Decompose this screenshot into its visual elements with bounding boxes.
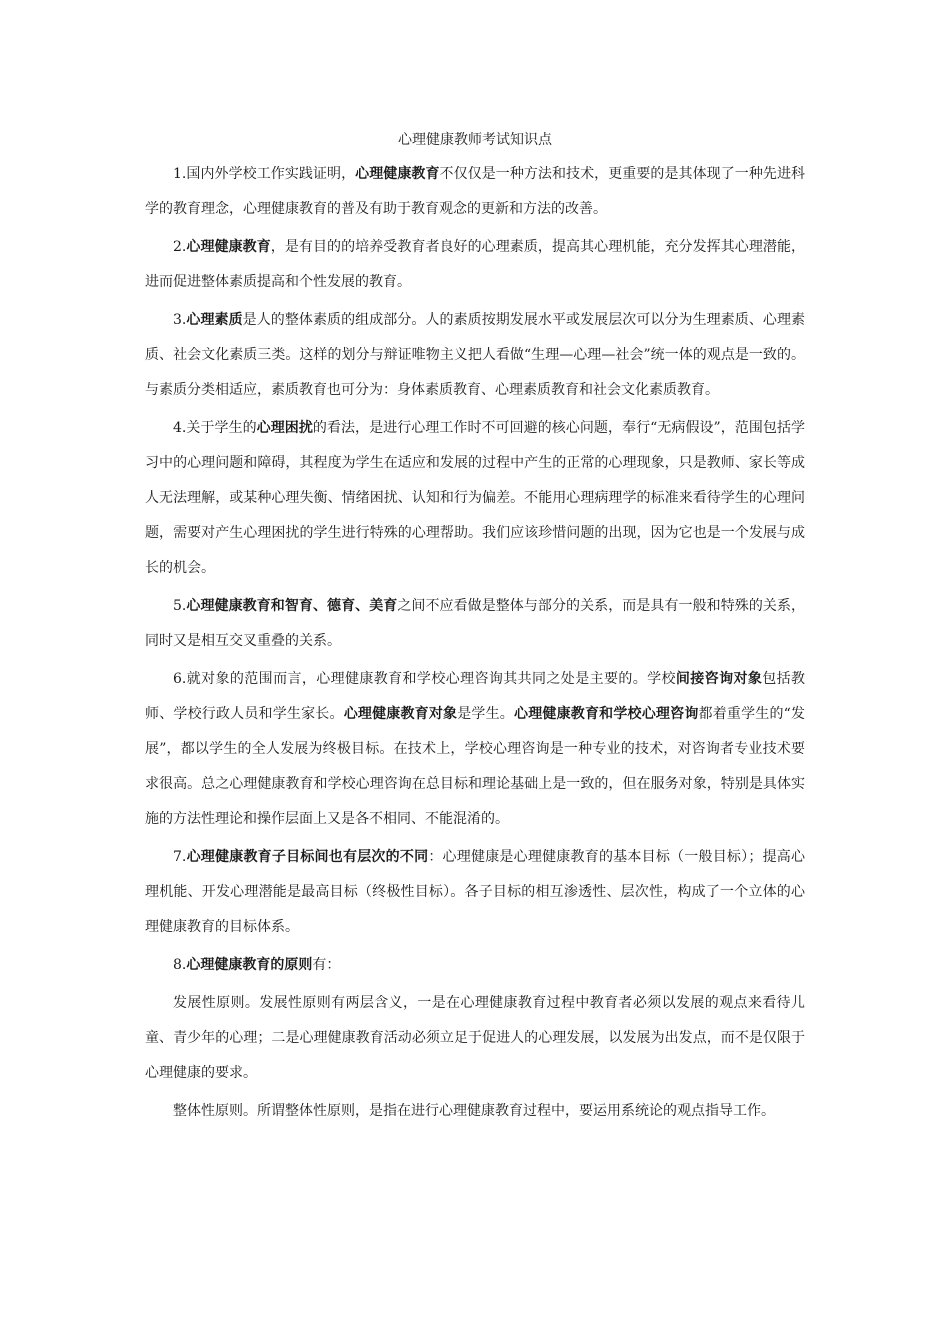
paragraph-text: 4.关于学生的 — [173, 420, 257, 436]
paragraph-text: 6.就对象的范围而言，心理健康教育和学校心理咨询其共同之处是主要的。学校 — [173, 671, 676, 687]
paragraph-text: ，是有目的的培养受教育者良好的心理素质，提高其心理机能，充分发挥其心理潜能，进而促进整体素质提高和个性发展的教育。 — [145, 239, 805, 290]
bold-term: 心理健康教育的原则 — [186, 957, 313, 973]
bold-term: 心理健康教育对象 — [343, 706, 458, 722]
bold-term: 心理素质 — [186, 312, 243, 328]
paragraph-text: 整体性原则。所谓整体性原则，是指在进行心理健康教育过程中，要运用系统论的观点指导工作。 — [173, 1103, 775, 1119]
paragraph-text: 8. — [173, 957, 187, 973]
paragraph — [145, 1094, 805, 1129]
paragraph — [145, 230, 805, 300]
paragraph — [145, 948, 805, 983]
bold-term: 心理困扰 — [256, 420, 313, 436]
paragraph — [145, 986, 805, 1091]
paragraph-text: 7. — [173, 849, 187, 865]
paragraph — [145, 662, 805, 837]
paragraph — [145, 157, 805, 227]
document-body — [145, 157, 805, 1132]
paragraph-text: 发展性原则。发展性原则有两层含义，一是在心理健康教育过程中教育者必须以发展的观点来看待儿童、青少年的心理；二是心理健康教育活动必须立足于促进人的心理发展，以发展为出发点，而不是仅限于心理健康的要求。 — [145, 995, 805, 1081]
paragraph-text: 2. — [173, 239, 187, 255]
paragraph-text: 是人的整体素质的组成部分。人的素质按期发展水平或发展层次可以分为生理素质、心理素质、社会文化素质三类。这样的划分与辩证唯物主义把人看做“生理—心理—社会”统一体的观点是一致的。与素质分类相适应，素质教育也可分为：身体素质教育、心理素质教育和社会文化素质教育。 — [145, 312, 806, 398]
paragraph — [145, 411, 805, 586]
bold-term: 心理健康教育 — [355, 166, 440, 182]
paragraph-text: 5. — [173, 598, 187, 614]
paragraph-text: 是学生。 — [457, 706, 515, 722]
paragraph-text: ：心理健康是心理健康教育的基本目标（一般目标）；提高心理机能、开发心理潜能是最高目标（终极性目标）。各子目标的相互渗透性、层次性，构成了一个立体的心理健康教育的目标体系。 — [145, 849, 806, 935]
paragraph-text: 不仅仅是一种方法和技术，更重要的是其体现了一种先进科学的教育理念，心理健康教育的普及有助于教育观念的更新和方法的改善。 — [145, 166, 806, 217]
paragraph — [145, 303, 805, 408]
bold-term: 心理健康教育和学校心理咨询 — [514, 706, 699, 722]
bold-term: 间接咨询对象 — [675, 671, 763, 687]
bold-term: 心理健康教育 — [186, 239, 271, 255]
paragraph-text: 的看法，是进行心理工作时不可回避的核心问题，奉行“无病假设”，范围包括学习中的心理问题和障碍，其程度为学生在适应和发展的过程中产生的正常的心理现象，只是教师、家长等成人无法理解，或某种心理失衡、情绪困扰、认知和行为偏差。不能用心理病理学的标准来看待学生的心理问题，需要对产生心理困扰的学生进行特殊的心理帮助。我们应该珍惜问题的出现，因为它也是一个发展与成长的机会。 — [145, 420, 806, 576]
paragraph-text: 3. — [173, 312, 187, 328]
paragraph-text: 有： — [312, 957, 341, 973]
bold-term: 心理健康教育和智育、德育、美育 — [186, 598, 398, 614]
document-title: 心理健康教师考试知识点 — [398, 132, 552, 148]
paragraph-text: 之间不应看做是整体与部分的关系，而是具有一般和特殊的关系，同时又是相互交叉重叠的关系。 — [145, 598, 806, 649]
bold-term: 心理健康教育子目标间也有层次的不同 — [186, 849, 429, 865]
paragraph-text: 都着重学生的“发展”，都以学生的全人发展为终极目标。在技术上，学校心理咨询是一种专业的技术，对咨询者专业技术要求很高。总之心理健康教育和学校心理咨询在总目标和理论基础上是一致的，但在服务对象，特别是具体实施的方法性理论和操作层面上又是各不相同、不能混淆的。 — [145, 706, 806, 827]
paragraph-text: 包括教师、学校行政人员和学生家长。 — [145, 671, 806, 722]
paragraph — [145, 840, 805, 945]
paragraph-text: 1.国内外学校工作实践证明， — [173, 166, 356, 182]
paragraph — [145, 589, 805, 659]
